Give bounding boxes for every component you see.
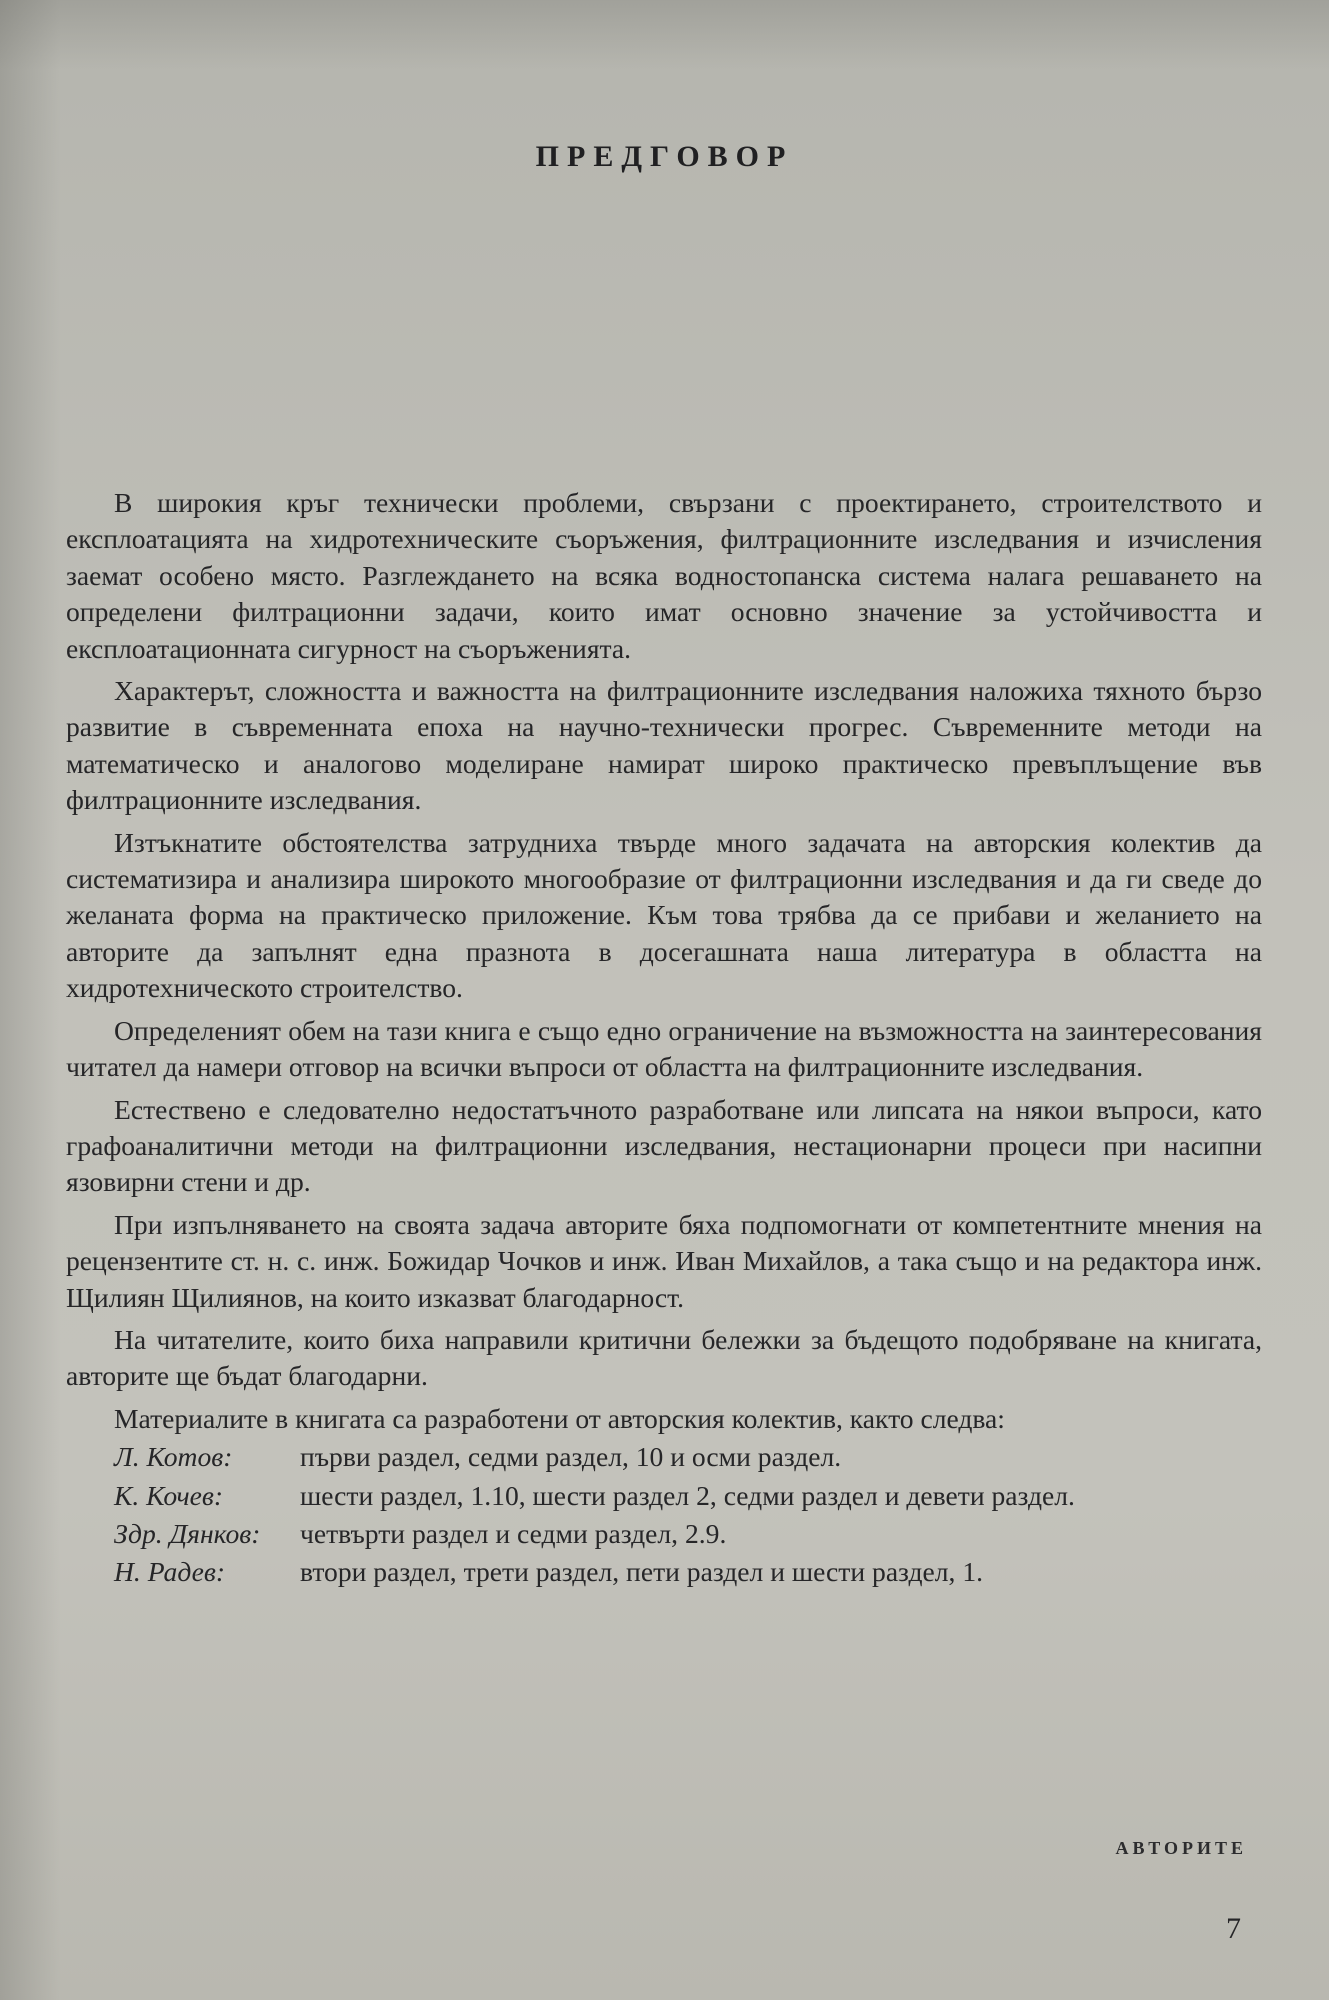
author-name: Л. Котов: (114, 1441, 233, 1473)
paragraph-4: Определеният обем на тази книга е също едно ограничение на възможността на заинтересования читател да намери отговор на всички въпроси от областта на филтрационните изследвания. (66, 1014, 1262, 1083)
page-title: ПРЕДГОВОР (535, 140, 794, 173)
paragraph-8: Материалите в книгата са разработени от авторския колектив, както следва: (114, 1402, 1005, 1434)
paragraph-1: В широкия кръг технически проблеми, свързани с проектирането, строителството и експлоатацията на хидротехническите съоръжения, филтрационните изследвания и изчисления заемат особено място. Разглеждането на всяка водностопанска система налага решаването на определени филтрационни задачи, които имат основно значение за устойчивостта и експлоатационната сигурност на съоръженията. (66, 487, 1262, 664)
author-sections: шести раздел, 1.10, шести раздел 2, седми раздел и девети раздел. (300, 1479, 1075, 1511)
author-item (66, 1516, 1262, 1552)
author-name: Н. Радев: (114, 1556, 226, 1588)
author-name: К. Кочев: (114, 1479, 224, 1511)
paragraph-2: Характерът, сложността и важността на филтрационните изследвания наложиха тяхното бързо развитие в съвременната епоха на научно-технически прогрес. Съвременните методи на математическо и аналогово моделиране намират широко практическо превъплъщение във филтрационните изследвания. (66, 675, 1262, 816)
author-sections: четвърти раздел и седми раздел, 2.9. (300, 1517, 727, 1549)
paragraph-6: При изпълняването на своята задача авторите бяха подпомогнати от компетентните мнения на рецензентите ст. н. с. инж. Божидар Чочков и инж. Иван Михайлов, а така също и на редактора инж. Щилиян Щилиянов, на които изказват благодарност. (66, 1208, 1262, 1313)
paragraph-3: Изтъкнатите обстоятелства затрудниха твърде много задачата на авторския колектив да систематизира и анализира широкото многообразие от филтрационни изследвания и да ги сведе до желаната форма на практическо приложение. Към това трябва да се прибави и желанието на авторите да запълнят една празнота в досегашната наша литература в областта на хидротехническото строителство. (66, 826, 1262, 1004)
preface-body (66, 485, 1262, 1593)
author-sections: втори раздел, трети раздел, пети раздел и шести раздел, 1. (300, 1556, 984, 1588)
author-list (66, 1439, 1262, 1591)
signature: АВТОРИТЕ (1115, 1838, 1247, 1858)
page-shadow-top (0, 0, 1329, 70)
author-sections: първи раздел, седми раздел, 10 и осми раздел. (300, 1441, 842, 1473)
page-shadow-left (0, 0, 60, 2000)
author-name: Здр. Дянков: (114, 1517, 261, 1549)
paragraph-5: Естествено е следователно недостатъчното разработване или липсата на някои въпроси, като графоаналитични методи на филтрационни изследвания, нестационарни процеси при насипни язовирни стени и др. (66, 1093, 1262, 1198)
author-item (66, 1554, 1262, 1590)
author-item (66, 1439, 1262, 1475)
paragraph-7: На читателите, които биха направили критични бележки за бъдещото подобряване на книгата, авторите ще бъдат благодарни. (66, 1323, 1262, 1392)
page-number: 7 (1226, 1912, 1241, 1945)
author-item (66, 1478, 1262, 1514)
